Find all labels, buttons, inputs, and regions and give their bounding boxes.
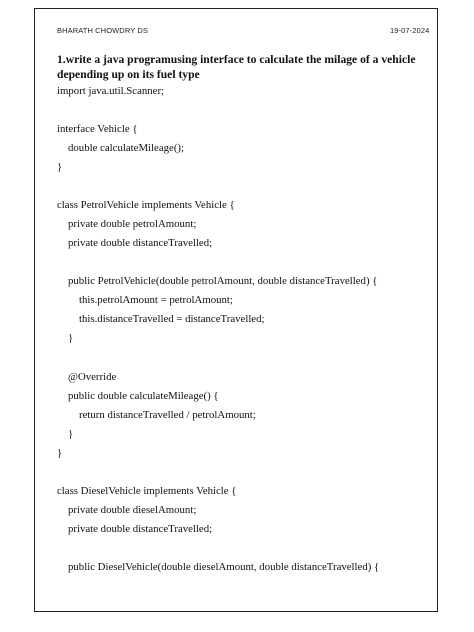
code-line: } (68, 332, 74, 344)
header-author: BHARATH CHOWDRY DS (57, 26, 148, 35)
code-line: this.distanceTravelled = distanceTravelled; (79, 313, 265, 325)
code-line: double calculateMileage(); (68, 142, 185, 154)
page-border (34, 8, 438, 612)
code-line: } (68, 428, 74, 440)
code-line: public DieselVehicle(double dieselAmount, double distanceTravelled) { (68, 561, 380, 573)
code-line: private double distanceTravelled; (68, 523, 213, 535)
code-line: private double dieselAmount; (68, 504, 197, 516)
code-line: public PetrolVehicle(double petrolAmount, double distanceTravelled) { (68, 275, 378, 287)
code-line: private double petrolAmount; (68, 218, 197, 230)
code-line: return distanceTravelled / petrolAmount; (79, 409, 256, 421)
code-line: private double distanceTravelled; (68, 237, 213, 249)
code-line: @Override (68, 371, 117, 383)
code-line: import java.util.Scanner; (57, 85, 165, 97)
code-line: public double calculateMileage() { (68, 390, 219, 402)
question-title: 1.write a java programusing interface to calculate the milage of a vehicle depending up on its fuel type (57, 53, 416, 81)
code-line: } (57, 161, 63, 173)
code-line: this.petrolAmount = petrolAmount; (79, 294, 233, 306)
code-line: interface Vehicle { (57, 123, 138, 135)
code-line: class DieselVehicle implements Vehicle { (57, 485, 237, 497)
code-line: } (57, 447, 63, 459)
header-date: 19-07-2024 (390, 26, 430, 35)
code-line: class PetrolVehicle implements Vehicle { (57, 199, 235, 211)
